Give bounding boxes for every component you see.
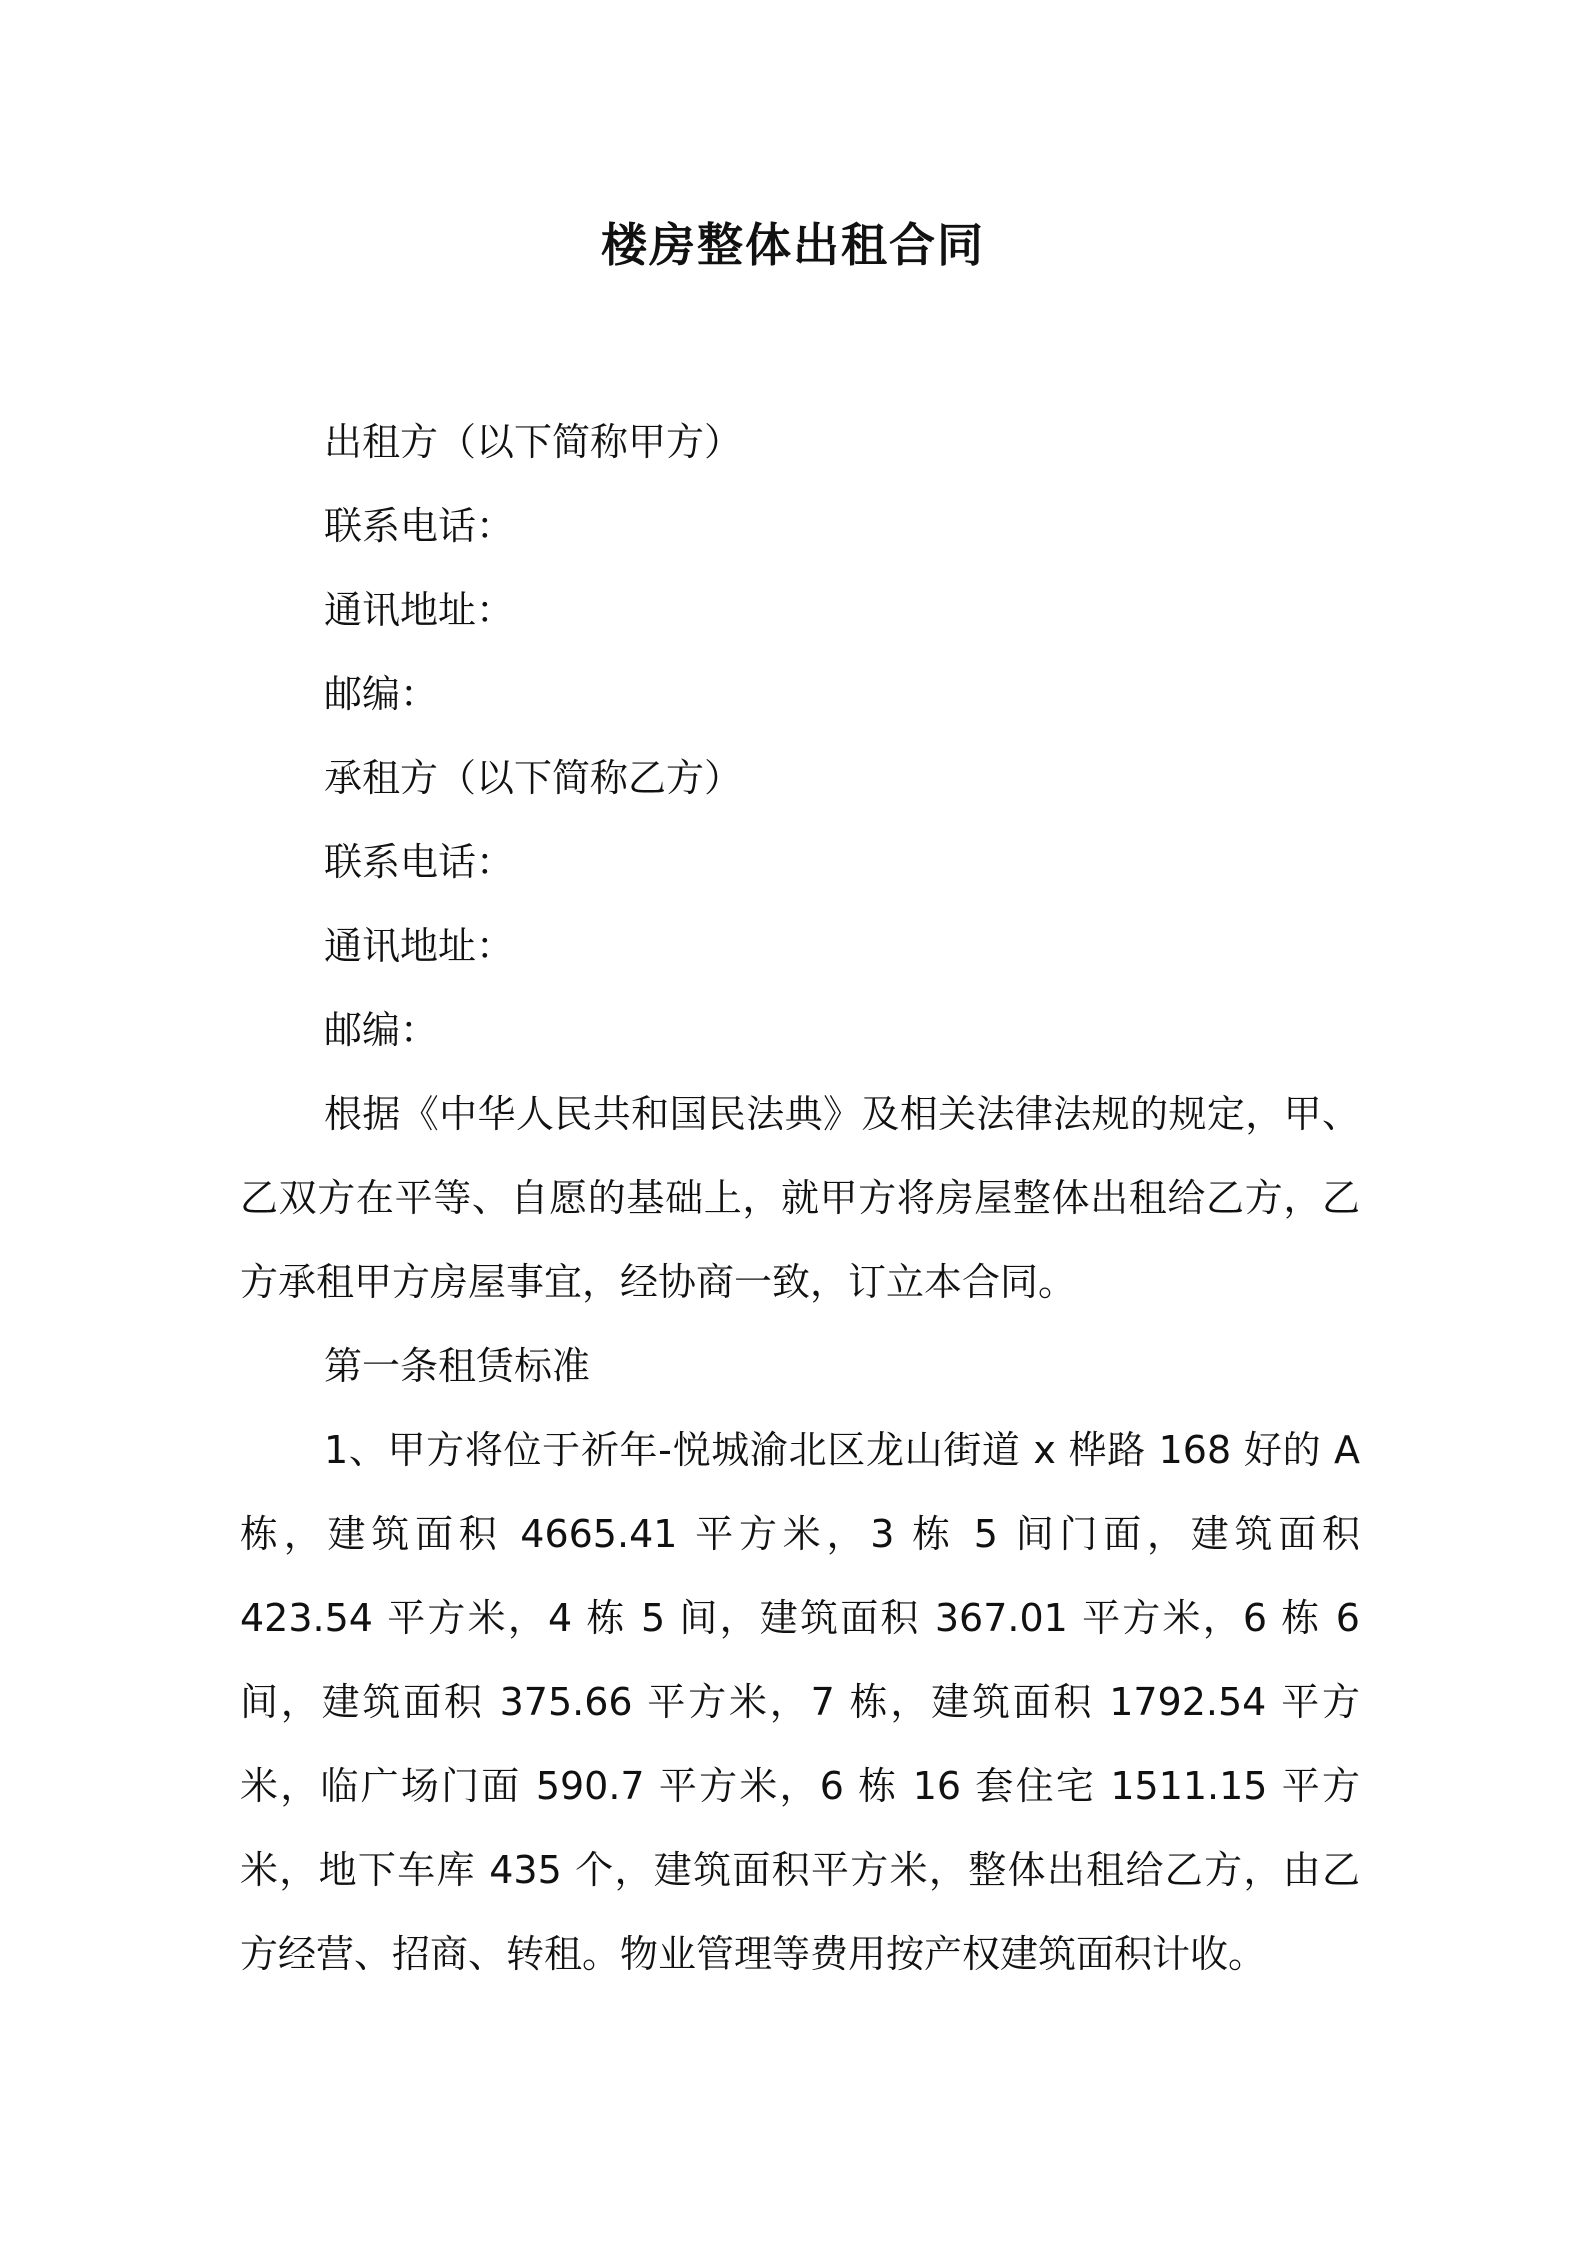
party-b-heading: 承租方（以下简称乙方） <box>324 756 743 800</box>
party-a-heading: 出租方（以下简称甲方） <box>324 420 743 464</box>
document-body <box>240 400 1360 1996</box>
document-title: 楼房整体出租合同 <box>601 218 985 272</box>
party-b-postcode-label: 邮编： <box>324 1008 439 1052</box>
preamble-paragraph: 根据《中华人民共和国民法典》及相关法律法规的规定，甲、乙双方在平等、自愿的基础上，就甲方将房屋整体出租给乙方，乙方承租甲方房屋事宜，经协商一致，订立本合同。 <box>240 1092 1360 1304</box>
party-b-phone-label: 联系电话： <box>324 840 515 884</box>
party-a-phone-label: 联系电话： <box>324 504 515 548</box>
party-b-address-label: 通讯地址： <box>324 924 515 968</box>
article-1-clause-1: 1、甲方将位于祈年-悦城渝北区龙山街道 x 桦路 168 好的 A 栋，建筑面积 4665.41 平方米，3 栋 5 间门面，建筑面积 423.54 平方米，4 栋 5 间，建筑面积 367.01 平方米，6 栋 6 间，建筑面积 375.66 平方米，7 栋，建筑面积 1792.54 平方米，临广场门面 590.7 平方米，6 栋 16 套住宅 1511.15 平方米，地下车库 435 个，建筑面积平方米，整体出租给乙方，由乙方经营、招商、转租。物业管理等费用按产权建筑面积计收。 <box>240 1428 1360 1976</box>
party-a-postcode-label: 邮编： <box>324 672 439 716</box>
party-a-address-label: 通讯地址： <box>324 588 515 632</box>
article-1-heading: 第一条租赁标准 <box>324 1344 591 1388</box>
